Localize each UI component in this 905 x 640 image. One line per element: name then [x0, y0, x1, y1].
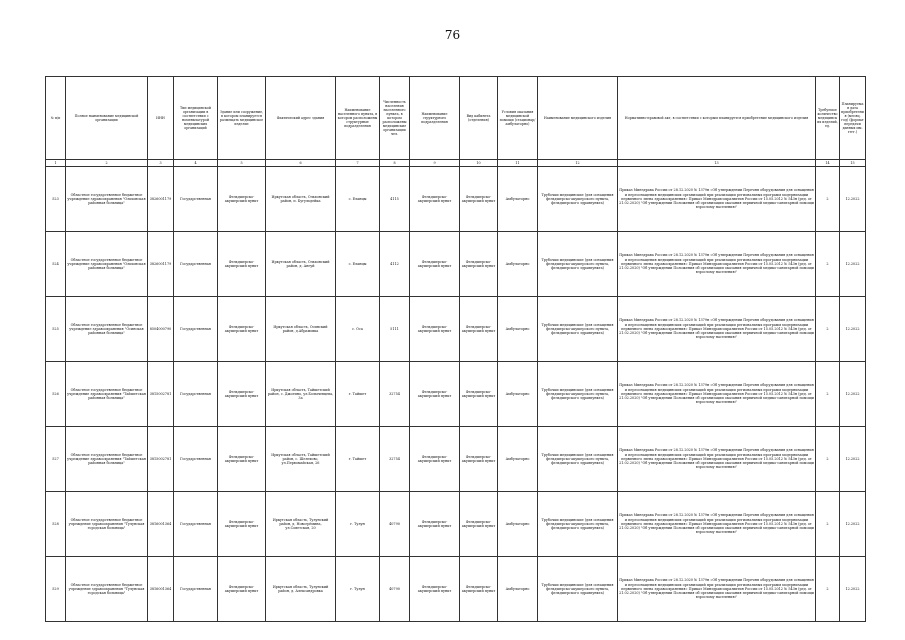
locality: г. Тулун	[336, 492, 380, 557]
column-number: 4	[174, 160, 218, 167]
device-name: Трубочки медицинские (для оснащения фельдшерско-акушерского пункта, фельдшерского здравпункта)	[538, 557, 618, 622]
cabinet-type: Фельдшерско-акушерский пункт	[460, 492, 498, 557]
inn: 3816001364	[148, 557, 174, 622]
organization-name: Областное государственное бюджетное учреждение здравоохранения "Тайшетская районная больница"	[66, 427, 148, 492]
structural-unit: Фельдшерско-акушерский пункт	[410, 362, 460, 427]
address: Иркутская область, Тайшетский район, с. Шелехово, ул.Первомайская, 26	[266, 427, 336, 492]
care-conditions: Амбулаторно	[498, 427, 538, 492]
population: 4112	[380, 232, 410, 297]
cabinet-type: Фельдшерско-акушерский пункт	[460, 427, 498, 492]
care-conditions: Амбулаторно	[498, 492, 538, 557]
organization-name: Областное государственное бюджетное учреждение здравоохранения "Тулунская городская больница"	[66, 557, 148, 622]
legal-act: Приказ Минздрава России от 28.12.2020 № 1379н «Об утверждении Перечня оборудования для оснащения и переоснащения медицинских организаций при реализации региональных программ модернизации первичного звена здравоохранения» Приказ Минздравсоцразвития России от 15.05.2012 № 543н (ред. от 21.02.2020) "Об утверждении Положения об организации оказания первичной медико-санитарной помощи взрослому населению"	[618, 557, 816, 622]
legal-act: Приказ Минздрава России от 28.12.2020 № 1379н «Об утверждении Перечня оборудования для оснащения и переоснащения медицинских организаций при реализации региональных программ модернизации первичного звена здравоохранения» Приказ Минздравсоцразвития России от 15.05.2012 № 543н (ред. от 21.02.2020) "Об утверждении Положения об организации оказания первичной медико-санитарной помощи взрослому населению"	[618, 297, 816, 362]
purchase-date: 12.2022	[840, 557, 866, 622]
column-number: 9	[410, 160, 460, 167]
header-cell: Численность населения населенного пункта, в котором расположены медицинские организации чел.	[380, 77, 410, 160]
device-name: Трубочки медицинские (для оснащения фельдшерско-акушерского пункта, фельдшерского здравпункта)	[538, 297, 618, 362]
page-number: 76	[444, 28, 461, 42]
organization-type: Государственная	[174, 167, 218, 232]
organization-type: Государственная	[174, 232, 218, 297]
locality: г. Тайшет	[336, 362, 380, 427]
care-conditions: Амбулаторно	[498, 232, 538, 297]
organization-name: Областное государственное бюджетное учреждение здравоохранения "Тулунская городская больница"	[66, 492, 148, 557]
header-cell: Планируемая дата приобретения (месяц, год) (формат передачи данных мм. гггг.)	[840, 77, 866, 160]
inn: 8504000790	[148, 297, 174, 362]
structural-unit: Фельдшерско-акушерский пункт	[410, 427, 460, 492]
quantity: 2	[816, 297, 840, 362]
building: Фельдшерско-акушерский пункт	[218, 232, 266, 297]
column-number: 5	[218, 160, 266, 167]
organization-name: Областное государственное бюджетное учреждение здравоохранения "Ольхонская районная больница"	[66, 232, 148, 297]
building: Фельдшерско-акушерский пункт	[218, 362, 266, 427]
header-cell: Здание или сооружение, в котором планируется размещать медицинское изделие	[218, 77, 266, 160]
organization-name: Областное государственное бюджетное учреждение здравоохранения "Ольхонская районная больница"	[66, 167, 148, 232]
care-conditions: Амбулаторно	[498, 557, 538, 622]
organization-type: Государственная	[174, 427, 218, 492]
column-number: 14	[816, 160, 840, 167]
inn: 3826001179	[148, 232, 174, 297]
purchase-date: 12.2022	[840, 427, 866, 492]
cabinet-type: Фельдшерско-акушерский пункт	[460, 362, 498, 427]
building: Фельдшерско-акушерский пункт	[218, 557, 266, 622]
header-cell: ИНН	[148, 77, 174, 160]
locality: с. Оса	[336, 297, 380, 362]
header-cell: Наименование медицинского изделия	[538, 77, 618, 160]
purchase-date: 12.2022	[840, 297, 866, 362]
column-number: 3	[148, 160, 174, 167]
header-cell: Тип медицинской организации в соответствии с номенклатурой медицинских организаций	[174, 77, 218, 160]
row-number: 523	[46, 167, 66, 232]
organization-name: Областное государственное бюджетное учреждение здравоохранения "Осинская районная больница"	[66, 297, 148, 362]
quantity: 2	[816, 557, 840, 622]
quantity: 2	[816, 427, 840, 492]
building: Фельдшерско-акушерский пункт	[218, 427, 266, 492]
population: 4115	[380, 167, 410, 232]
care-conditions: Амбулаторно	[498, 362, 538, 427]
locality: с. Еланцы	[336, 232, 380, 297]
organization-name: Областное государственное бюджетное учреждение здравоохранения "Тайшетская районная больница"	[66, 362, 148, 427]
table-row	[46, 492, 866, 557]
row-number: 524	[46, 232, 66, 297]
inn: 3816001364	[148, 492, 174, 557]
column-number: 10	[460, 160, 498, 167]
care-conditions: Амбулаторно	[498, 167, 538, 232]
column-number-row	[46, 160, 866, 167]
cabinet-type: Фельдшерско-акушерский пункт	[460, 297, 498, 362]
header-cell: Условия оказания медицинской помощи (стационар/амбулаторно)	[498, 77, 538, 160]
column-number: 11	[498, 160, 538, 167]
legal-act: Приказ Минздрава России от 28.12.2020 № 1379н «Об утверждении Перечня оборудования для оснащения и переоснащения медицинских организаций при реализации региональных программ модернизации первичного звена здравоохранения» Приказ Минздравсоцразвития России от 15.05.2012 № 543н (ред. от 21.02.2020) "Об утверждении Положения об организации оказания первичной медико-санитарной помощи взрослому населению"	[618, 232, 816, 297]
building: Фельдшерско-акушерский пункт	[218, 297, 266, 362]
row-number: 529	[46, 557, 66, 622]
header-cell: Наименование населенного пункта, в котором расположены структурные подразделения	[336, 77, 380, 160]
address: Иркутская область, Тайшетский район, с. Джогино, ул.Болычевцева, 3а	[266, 362, 336, 427]
structural-unit: Фельдшерско-акушерский пункт	[410, 492, 460, 557]
population: 40790	[380, 492, 410, 557]
building: Фельдшерско-акушерский пункт	[218, 167, 266, 232]
structural-unit: Фельдшерско-акушерский пункт	[410, 167, 460, 232]
inn: 3815002781	[148, 362, 174, 427]
address: Иркутская область, Ольхонский район, д. Ангуй	[266, 232, 336, 297]
inn: 3826001179	[148, 167, 174, 232]
address: Иркутская область, Тулунский район, д. Новогрёмина, ул.Советская, 20	[266, 492, 336, 557]
address: Иркутская область, Ольхонский район, п. Бугульдейка	[266, 167, 336, 232]
header-cell: Нормативно-правовой акт, в соответствии с которым планируется приобретение медицинского изделия	[618, 77, 816, 160]
column-number: 2	[66, 160, 148, 167]
cabinet-type: Фельдшерско-акушерский пункт	[460, 232, 498, 297]
legal-act: Приказ Минздрава России от 28.12.2020 № 1379н «Об утверждении Перечня оборудования для оснащения и переоснащения медицинских организаций при реализации региональных программ модернизации первичного звена здравоохранения» Приказ Минздравсоцразвития России от 15.05.2012 № 543н (ред. от 21.02.2020) "Об утверждении Положения об организации оказания первичной медико-санитарной помощи взрослому населению"	[618, 427, 816, 492]
quantity: 2	[816, 167, 840, 232]
row-number: 526	[46, 362, 66, 427]
device-name: Трубочки медицинские (для оснащения фельдшерско-акушерского пункта, фельдшерского здравпункта)	[538, 232, 618, 297]
cabinet-type: Фельдшерско-акушерский пункт	[460, 167, 498, 232]
structural-unit: Фельдшерско-акушерский пункт	[410, 232, 460, 297]
column-number: 13	[618, 160, 816, 167]
purchase-date: 12.2022	[840, 232, 866, 297]
structural-unit: Фельдшерско-акушерский пункт	[410, 297, 460, 362]
table-row	[46, 362, 866, 427]
purchase-date: 12.2022	[840, 362, 866, 427]
population: 32754	[380, 362, 410, 427]
header-cell: Вид кабинета (отделения)	[460, 77, 498, 160]
header-cell: Полное наименование медицинской организации	[66, 77, 148, 160]
table-row	[46, 557, 866, 622]
address: Иркутская область, Осинский район, д.Абрамовка	[266, 297, 336, 362]
equipment-table	[45, 76, 866, 622]
locality: с. Еланцы	[336, 167, 380, 232]
row-number: 525	[46, 297, 66, 362]
structural-unit: Фельдшерско-акушерский пункт	[410, 557, 460, 622]
quantity: 2	[816, 232, 840, 297]
column-number: 15	[840, 160, 866, 167]
organization-type: Государственная	[174, 297, 218, 362]
header-cell: Требуемое количество медицинских изделий, ед.	[816, 77, 840, 160]
header-cell: № п/п	[46, 77, 66, 160]
table-row	[46, 167, 866, 232]
locality: г. Тулун	[336, 557, 380, 622]
population: 32754	[380, 427, 410, 492]
device-name: Трубочки медицинские (для оснащения фельдшерско-акушерского пункта, фельдшерского здравпункта)	[538, 492, 618, 557]
purchase-date: 12.2022	[840, 167, 866, 232]
table-row	[46, 427, 866, 492]
legal-act: Приказ Минздрава России от 28.12.2020 № 1379н «Об утверждении Перечня оборудования для оснащения и переоснащения медицинских организаций при реализации региональных программ модернизации первичного звена здравоохранения» Приказ Минздравсоцразвития России от 15.05.2012 № 543н (ред. от 21.02.2020) "Об утверждении Положения об организации оказания первичной медико-санитарной помощи взрослому населению"	[618, 492, 816, 557]
header-row	[46, 77, 866, 160]
column-number: 6	[266, 160, 336, 167]
device-name: Трубочки медицинские (для оснащения фельдшерско-акушерского пункта, фельдшерского здравпункта)	[538, 167, 618, 232]
purchase-date: 12.2022	[840, 492, 866, 557]
legal-act: Приказ Минздрава России от 28.12.2020 № 1379н «Об утверждении Перечня оборудования для оснащения и переоснащения медицинских организаций при реализации региональных программ модернизации первичного звена здравоохранения» Приказ Минздравсоцразвития России от 15.05.2012 № 543н (ред. от 21.02.2020) "Об утверждении Положения об организации оказания первичной медико-санитарной помощи взрослому населению"	[618, 362, 816, 427]
column-number: 12	[538, 160, 618, 167]
population: 40790	[380, 557, 410, 622]
organization-type: Государственная	[174, 362, 218, 427]
header-cell: Наименование структурного подразделения	[410, 77, 460, 160]
organization-type: Государственная	[174, 557, 218, 622]
building: Фельдшерско-акушерский пункт	[218, 492, 266, 557]
address: Иркутская область, Тулунский район, д. Александровка	[266, 557, 336, 622]
organization-type: Государственная	[174, 492, 218, 557]
table-row	[46, 297, 866, 362]
table-row	[46, 232, 866, 297]
column-number: 7	[336, 160, 380, 167]
care-conditions: Амбулаторно	[498, 297, 538, 362]
inn: 3815002781	[148, 427, 174, 492]
quantity: 2	[816, 492, 840, 557]
legal-act: Приказ Минздрава России от 28.12.2020 № 1379н «Об утверждении Перечня оборудования для оснащения и переоснащения медицинских организаций при реализации региональных программ модернизации первичного звена здравоохранения» Приказ Минздравсоцразвития России от 15.05.2012 № 543н (ред. от 21.02.2020) "Об утверждении Положения об организации оказания первичной медико-санитарной помощи взрослому населению"	[618, 167, 816, 232]
header-cell: Фактический адрес здания	[266, 77, 336, 160]
row-number: 528	[46, 492, 66, 557]
device-name: Трубочки медицинские (для оснащения фельдшерско-акушерского пункта, фельдшерского здравпункта)	[538, 427, 618, 492]
column-number: 8	[380, 160, 410, 167]
quantity: 2	[816, 362, 840, 427]
device-name: Трубочки медицинские (для оснащения фельдшерско-акушерского пункта, фельдшерского здравпункта)	[538, 362, 618, 427]
population: 5111	[380, 297, 410, 362]
row-number: 527	[46, 427, 66, 492]
column-number: 1	[46, 160, 66, 167]
locality: г. Тайшет	[336, 427, 380, 492]
cabinet-type: Фельдшерско-акушерский пункт	[460, 557, 498, 622]
